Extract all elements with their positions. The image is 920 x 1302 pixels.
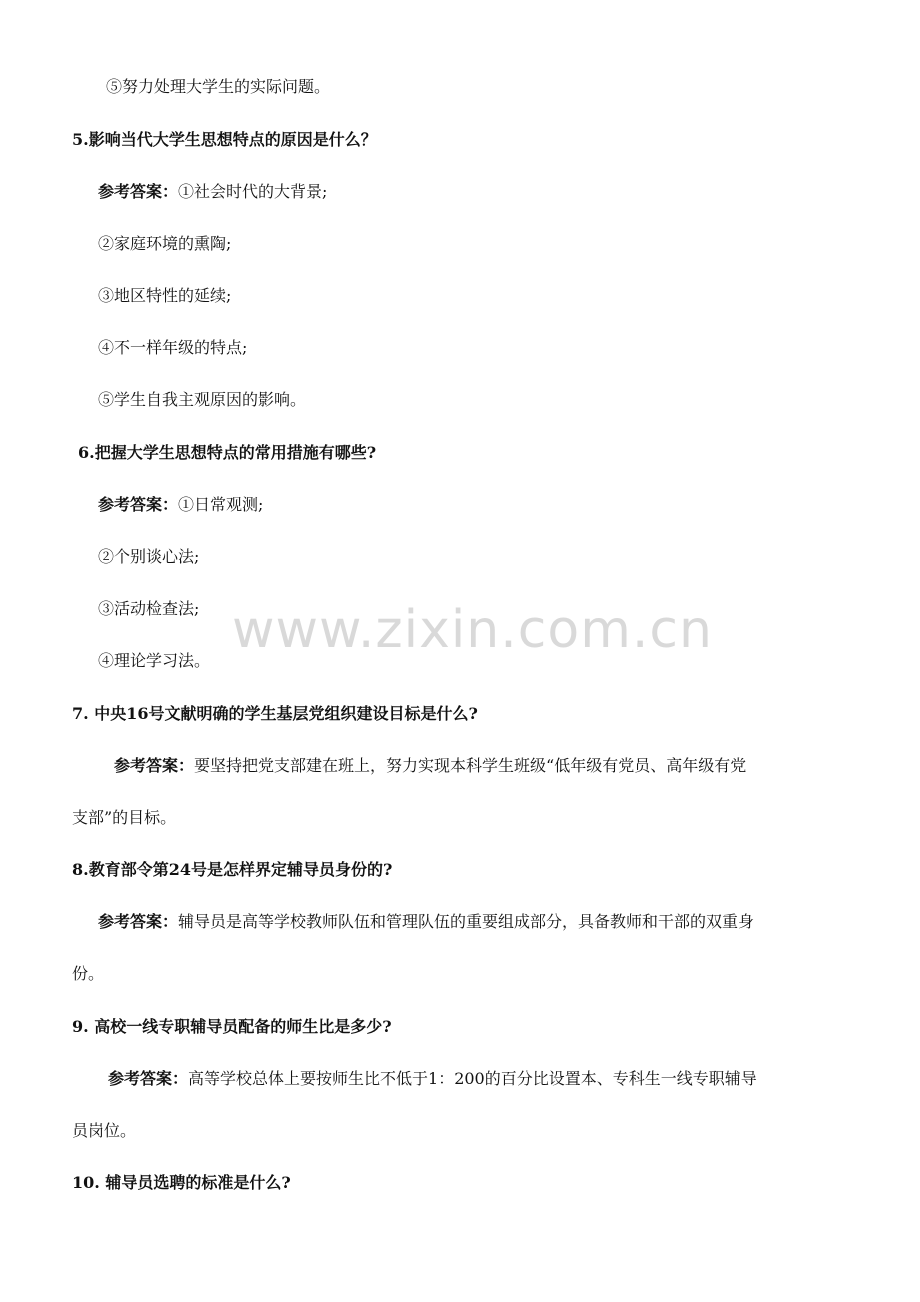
question-10: 10. 辅导员选聘的标准是什么? xyxy=(72,1173,291,1192)
question-9: 9. 高校一线专职辅导员配备的师生比是多少? xyxy=(72,1017,392,1036)
q9-answer-line-2: 员岗位。 xyxy=(72,1121,137,1140)
q7-answer-line-1 xyxy=(114,756,746,776)
q6-item-4: ④理论学习法。 xyxy=(98,651,211,670)
q5-item-4: ④不一样年级的特点; xyxy=(98,338,248,357)
q5-item-5: ⑤学生自我主观原因的影响。 xyxy=(98,390,307,409)
q8-answer-line-1 xyxy=(98,912,754,932)
q5-item-3: ③地区特性的延续; xyxy=(98,286,232,305)
answer-label: 参考答案： xyxy=(98,495,179,514)
answer-label: 参考答案： xyxy=(98,182,179,201)
q6-answer-line-1 xyxy=(98,495,263,515)
answer-label: 参考答案： xyxy=(108,1069,189,1088)
question-8: 8.教育部令第24号是怎样界定辅导员身份的? xyxy=(72,860,393,879)
q7-answer-text: 要坚持把党支部建在班上，努力实现本科学生班级“低年级有党员、高年级有党 xyxy=(194,756,747,775)
q5-item-2: ②家庭环境的熏陶; xyxy=(98,234,232,253)
q9-answer-line-1 xyxy=(108,1069,757,1089)
question-6: 6.把握大学生思想特点的常用措施有哪些? xyxy=(78,443,377,462)
q8-answer-text: 辅导员是高等学校教师队伍和管理队伍的重要组成部分，具备教师和干部的双重身 xyxy=(178,912,755,931)
q6-item-2: ②个别谈心法; xyxy=(98,547,200,566)
q7-answer-line-2: 支部”的目标。 xyxy=(72,808,177,827)
answer-label: 参考答案： xyxy=(114,756,195,775)
q9-answer-text: 高等学校总体上要按师生比不低于1：200的百分比设置本、专科生一线专职辅导 xyxy=(188,1069,757,1088)
q5-answer-line-1 xyxy=(98,182,327,202)
q5-item-1: ①社会时代的大背景; xyxy=(178,182,328,201)
answer-label: 参考答案： xyxy=(98,912,179,931)
q4-item-5: ⑤努力处理大学生的实际问题。 xyxy=(106,77,331,96)
question-5: 5.影响当代大学生思想特点的原因是什么？ xyxy=(72,130,377,149)
q6-item-1: ①日常观测; xyxy=(178,495,264,514)
question-7: 7. 中央16号文献明确的学生基层党组织建设目标是什么? xyxy=(72,704,478,723)
q8-answer-line-2: 份。 xyxy=(72,964,105,983)
watermark: www.zixin.com.cn xyxy=(232,600,713,660)
q6-item-3: ③活动检查法; xyxy=(98,599,200,618)
